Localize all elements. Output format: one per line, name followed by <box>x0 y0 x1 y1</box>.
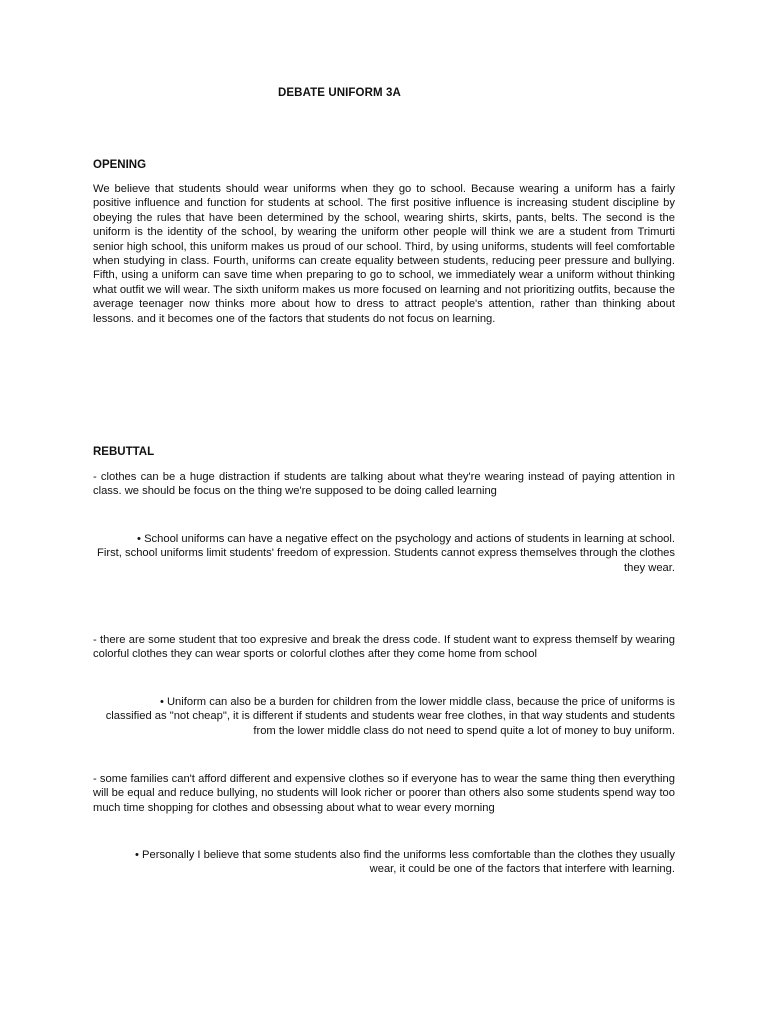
rebuttal-item: - clothes can be a huge distraction if students are talking about what they're wearing instead of paying attention in class. we should be focus on the thing we're supposed to be doing called learning <box>93 471 675 498</box>
rebuttal-item: - there are some student that too expresive and break the dress code. If student want to express themself by wearing colorful clothes they can wear sports or colorful clothes after they come home from school <box>93 634 675 661</box>
opening-heading: OPENING <box>93 159 147 171</box>
rebuttal-item: - some families can't afford different and expensive clothes so if everyone has to wear the same thing then everything will be equal and reduce bullying, no students will look richer or poorer than others also some students spend way too much time shopping for clothes and obsessing about what to wear every morning <box>93 773 675 814</box>
rebuttal-item: • School uniforms can have a negative effect on the psychology and actions of students in learning at school. First, school uniforms limit students' freedom of expression. Students cannot express themselves through the clothes they wear. <box>97 533 675 574</box>
opening-paragraph: We believe that students should wear uniforms when they go to school. Because wearing a uniform has a fairly positive influence and function for students at school. The first positive influence is increasing student discipline by obeying the rules that have been determined by the school, wearing shirts, skirts, pants, belts. The second is the uniform is the identity of the school, by wearing the uniform other people will think we are a student from Trimurti senior high school, this uniform makes us proud of our school. Third, by using uniforms, students will feel comfortable when studying in class. Fourth, uniforms can create equality between students, reducing peer pressure and bullying. Fifth, using a uniform can save time when preparing to go to school, we immediately wear a uniform without thinking what outfit we will wear. The sixth uniform makes us more focused on learning and not prioritizing outfits, because the average teenager now thinks more about how to dress to attract people's attention, rather than thinking about lessons. and it becomes one of the factors that students do not focus on learning. <box>93 183 675 325</box>
document-title: DEBATE UNIFORM 3A <box>278 87 401 99</box>
rebuttal-item: • Personally I believe that some students also find the uniforms less comfortable than the clothes they usually wear, it could be one of the factors that interfere with learning. <box>135 849 675 876</box>
rebuttal-heading: REBUTTAL <box>93 446 155 458</box>
rebuttal-item: • Uniform can also be a burden for children from the lower middle class, because the price of uniforms is classified as "not cheap", it is different if students and students wear free clothes, in that way students and students from the lower middle class do not need to spend quite a lot of money to buy uniform. <box>105 696 675 737</box>
